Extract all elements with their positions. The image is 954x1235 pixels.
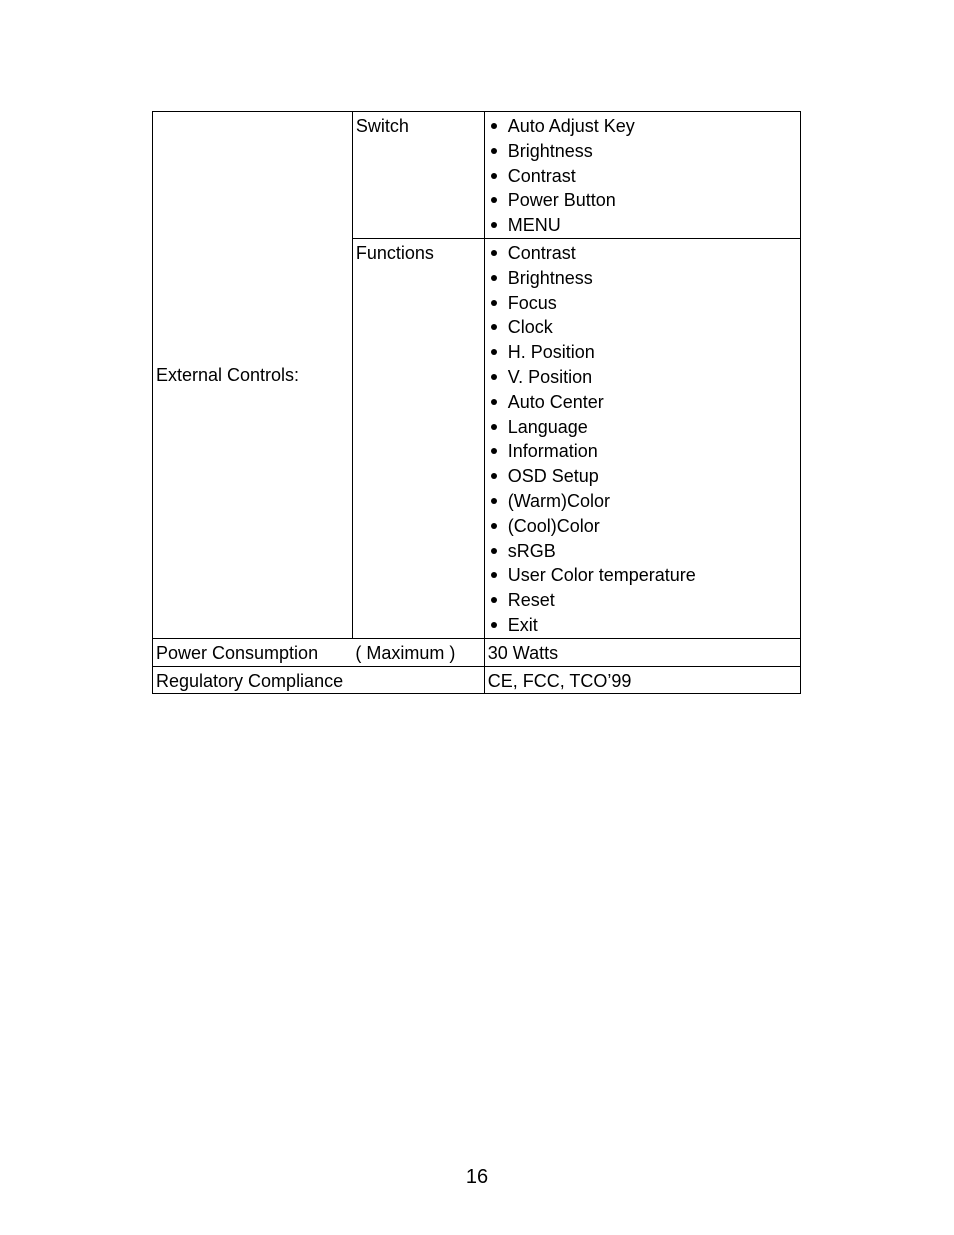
bullet-icon — [491, 597, 497, 603]
list-item — [488, 188, 797, 213]
list-item — [488, 291, 797, 316]
switch-items-cell — [484, 112, 800, 239]
list-item — [488, 588, 797, 613]
bullet-icon — [491, 250, 497, 256]
functions-label: Functions — [352, 238, 484, 638]
list-item — [488, 340, 797, 365]
list-item-label: H. Position — [507, 342, 595, 363]
list-item — [488, 390, 797, 415]
list-item — [488, 439, 797, 464]
list-item — [488, 266, 797, 291]
power-label: Power Consumption — [153, 638, 353, 666]
bullet-icon — [491, 374, 497, 380]
regulatory-spacer — [352, 666, 484, 694]
bullet-icon — [491, 173, 497, 179]
bullet-icon — [491, 448, 497, 454]
list-item-label: Contrast — [507, 165, 576, 186]
list-item-label: Reset — [507, 590, 555, 611]
list-item-label: Clock — [507, 317, 553, 338]
list-item — [488, 539, 797, 564]
switch-row — [153, 112, 801, 239]
list-item-label: Brightness — [507, 140, 593, 161]
bullet-icon — [491, 148, 497, 154]
list-item-label: Auto Adjust Key — [507, 116, 635, 136]
bullet-icon — [491, 424, 497, 430]
list-item — [488, 315, 797, 340]
bullet-icon — [491, 324, 497, 330]
list-item — [488, 464, 797, 489]
bullet-icon — [491, 523, 497, 529]
page-number: 16 — [465, 1166, 489, 1188]
bullet-icon — [491, 399, 497, 405]
list-item — [488, 213, 797, 238]
list-item — [488, 164, 797, 189]
bullet-icon — [491, 548, 497, 554]
list-item-label: MENU — [507, 215, 561, 236]
power-qualifier: ( Maximum ) — [352, 638, 484, 666]
bullet-icon — [491, 275, 497, 281]
list-item-label: Brightness — [507, 267, 593, 288]
list-item-label: Power Button — [507, 190, 616, 211]
bullet-icon — [491, 622, 497, 628]
list-item-label: User Color temperature — [507, 565, 696, 586]
list-item-label: Auto Center — [507, 391, 604, 412]
list-item — [488, 415, 797, 440]
functions-items-cell — [484, 238, 800, 638]
switch-list — [488, 114, 797, 238]
power-row — [153, 638, 801, 666]
list-item-label: Exit — [507, 614, 538, 635]
list-item-label: (Warm)Color — [507, 490, 611, 511]
list-item-label: Language — [507, 416, 588, 437]
list-item-label: Contrast — [507, 242, 576, 263]
list-item-label: Focus — [507, 292, 557, 313]
bullet-icon — [491, 222, 497, 228]
list-item — [488, 139, 797, 164]
bullet-icon — [491, 498, 497, 504]
power-value: 30 Watts — [484, 638, 800, 666]
list-item — [488, 241, 797, 266]
bullet-icon — [491, 123, 497, 129]
list-item — [488, 563, 797, 588]
list-item — [488, 365, 797, 390]
list-item — [488, 514, 797, 539]
list-item — [488, 114, 797, 139]
specifications-table — [152, 111, 801, 694]
list-item-label: OSD Setup — [507, 466, 599, 487]
switch-label: Switch — [352, 112, 484, 239]
list-item-label: V. Position — [507, 366, 593, 387]
bullet-icon — [491, 349, 497, 355]
bullet-icon — [491, 300, 497, 306]
bullet-icon — [491, 572, 497, 578]
regulatory-row — [153, 666, 801, 694]
list-item — [488, 489, 797, 514]
bullet-icon — [491, 197, 497, 203]
regulatory-value: CE, FCC, TCO’99 — [484, 666, 800, 694]
external-controls-label: External Controls: — [153, 112, 353, 639]
functions-list — [488, 241, 797, 638]
list-item-label: sRGB — [507, 540, 556, 561]
list-item-label: (Cool)Color — [507, 515, 600, 536]
regulatory-label: Regulatory Compliance — [153, 666, 353, 694]
list-item — [488, 613, 797, 638]
bullet-icon — [491, 473, 497, 479]
list-item-label: Information — [507, 441, 598, 462]
